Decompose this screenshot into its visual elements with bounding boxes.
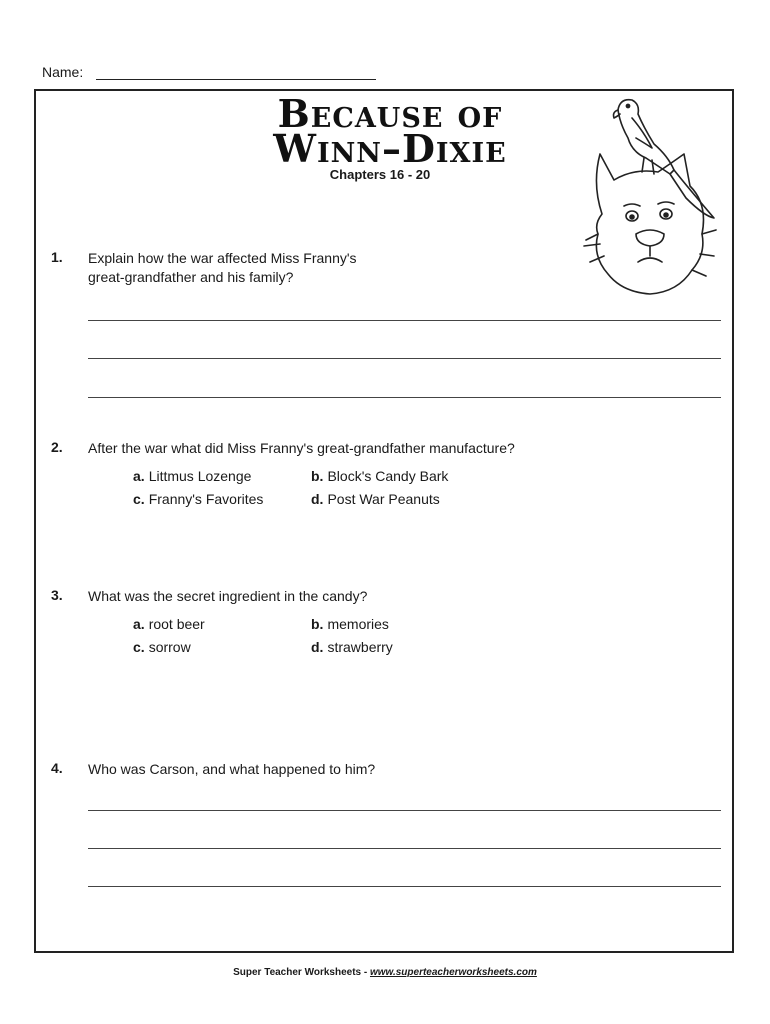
question-4-number: 4.: [51, 760, 63, 776]
name-field[interactable]: [96, 79, 376, 80]
question-4-text: Who was Carson, and what happened to him?: [88, 761, 376, 777]
title-line-2-text: Winn–Dixie: [273, 126, 507, 171]
choice-letter: d.: [311, 639, 324, 655]
question-3-text: What was the secret ingredient in the candy?: [88, 588, 368, 604]
choice-text: root beer: [148, 616, 205, 632]
question-3-choice-a[interactable]: [133, 616, 205, 632]
answer-line[interactable]: [88, 848, 721, 849]
footer: [0, 967, 770, 978]
question-2-choice-c[interactable]: [133, 491, 263, 507]
footer-link[interactable]: www.superteacherworksheets.com: [369, 967, 537, 978]
question-3-choice-d[interactable]: [311, 639, 393, 655]
footer-separator: -: [361, 967, 370, 978]
question-2-choice-b[interactable]: [311, 468, 448, 484]
choice-letter: a.: [133, 468, 145, 484]
choice-text: Block's Candy Bark: [327, 468, 449, 484]
question-3-choice-b[interactable]: [311, 616, 389, 632]
question-2-text: After the war what did Miss Franny's great-grandfather manufacture?: [88, 440, 515, 456]
footer-brand: Super Teacher Worksheets: [233, 967, 362, 978]
choice-text: memories: [327, 616, 389, 632]
question-1-line-2: great-grandfather and his family?: [88, 269, 294, 285]
chapters-subtitle: Chapters 16 - 20: [329, 167, 431, 182]
answer-line[interactable]: [88, 397, 721, 398]
choice-text: Post War Peanuts: [327, 491, 440, 507]
question-1-number: 1.: [51, 249, 63, 265]
dog-with-parrot-illustration: [574, 94, 724, 298]
question-2-number: 2.: [51, 439, 63, 455]
answer-line[interactable]: [88, 358, 721, 359]
choice-text: Littmus Lozenge: [148, 468, 252, 484]
answer-line[interactable]: [88, 320, 721, 321]
choice-text: sorrow: [148, 639, 191, 655]
question-2-choice-a[interactable]: [133, 468, 251, 484]
question-1-line-1: Explain how the war affected Miss Franny's: [88, 250, 357, 266]
choice-letter: d.: [311, 491, 324, 507]
title-line-2: [210, 126, 570, 171]
choice-text: Franny's Favorites: [148, 491, 264, 507]
name-label: Name:: [42, 64, 84, 80]
question-2-choice-d[interactable]: [311, 491, 440, 507]
choice-text: strawberry: [327, 639, 393, 655]
question-3-number: 3.: [51, 587, 63, 603]
answer-line[interactable]: [88, 810, 721, 811]
choice-letter: b.: [311, 468, 324, 484]
question-3-choice-c[interactable]: [133, 639, 191, 655]
choice-letter: b.: [311, 616, 324, 632]
question-1-text: [88, 249, 357, 287]
title-line-1-text: Because of: [277, 91, 503, 136]
choice-letter: a.: [133, 616, 145, 632]
choice-letter: c.: [133, 639, 145, 655]
answer-line[interactable]: [88, 886, 721, 887]
choice-letter: c.: [133, 491, 145, 507]
